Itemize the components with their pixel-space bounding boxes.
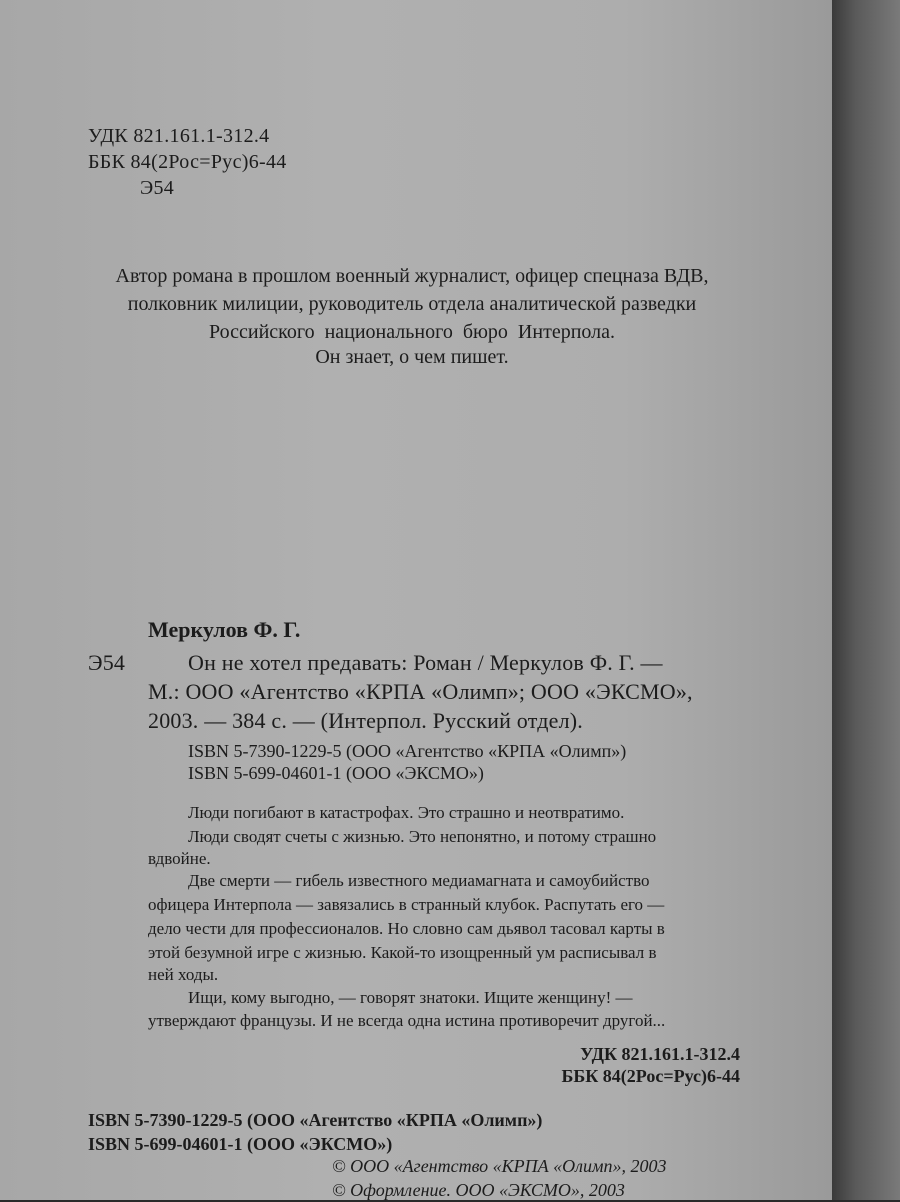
annotation-line: офицера Интерпола — завязались в странный клубок. Распутать его — bbox=[148, 895, 665, 914]
catalog-udk: УДК 821.161.1-312.4 bbox=[580, 1044, 740, 1064]
about-author-line-3: Российского национального бюро Интерпола. bbox=[209, 321, 615, 343]
isbn-1: ISBN 5-7390-1229-5 (ООО «Агентство «КРПА «Олимп») bbox=[88, 1110, 543, 1130]
catalog-isbn-2: ISBN 5-699-04601-1 (ООО «ЭКСМО») bbox=[188, 763, 484, 783]
catalog-author: Меркулов Ф. Г. bbox=[148, 617, 301, 642]
annotation-line: вдвойне. bbox=[148, 849, 211, 868]
book-page-edge bbox=[832, 0, 900, 1200]
annotation-line: дело чести для профессионалов. Но словно сам дьявол тасовал карты в bbox=[148, 919, 665, 938]
annotation-line: Люди сводят счеты с жизнью. Это непонятно, и потому страшно bbox=[188, 827, 657, 846]
annotation-line: Ищи, кому выгодно, — говорят знатоки. Ищите женщину! — bbox=[188, 988, 633, 1007]
copyright-line-1: © ООО «Агентство «КРПА «Олимп», 2003 bbox=[332, 1156, 667, 1176]
copyright-line-2: © Оформление. ООО «ЭКСМО», 2003 bbox=[332, 1180, 625, 1200]
biblio-line-3: 2003. — 384 с. — (Интерпол. Русский отдел). bbox=[148, 708, 583, 733]
about-author-line-2: полковник милиции, руководитель отдела аналитической разведки bbox=[127, 293, 697, 315]
catalog-bbk: ББК 84(2Рос=Рус)6-44 bbox=[561, 1066, 740, 1086]
annotation-line: утверждают французы. И не всегда одна истина противоречит другой... bbox=[148, 1011, 666, 1030]
udk-code: УДК 821.161.1-312.4 bbox=[88, 125, 270, 147]
annotation-line: ней ходы. bbox=[148, 965, 219, 984]
catalog-sign: Э54 bbox=[88, 650, 126, 675]
isbn-2: ISBN 5-699-04601-1 (ООО «ЭКСМО») bbox=[88, 1134, 393, 1154]
biblio-line-1: Он не хотел предавать: Роман / Меркулов Ф. Г. — bbox=[188, 650, 663, 675]
biblio-line-2: М.: ООО «Агентство «КРПА «Олимп»; ООО «ЭКСМО», bbox=[148, 679, 693, 704]
annotation-line: Две смерти — гибель известного медиамагната и самоубийство bbox=[188, 871, 650, 890]
about-author-line-4: Он знает, о чем пишет. bbox=[315, 346, 509, 368]
bbk-code: ББК 84(2Рос=Рус)6-44 bbox=[88, 151, 287, 173]
about-author-line-1: Автор романа в прошлом военный журналист, офицер спецназа ВДВ, bbox=[115, 265, 709, 287]
annotation-line: этой безумной игре с жизнью. Какой-то изощренный ум расписывал в bbox=[148, 943, 657, 962]
annotation-line: Люди погибают в катастрофах. Это страшно и неотвратимо. bbox=[188, 803, 625, 822]
catalog-isbn-1: ISBN 5-7390-1229-5 (ООО «Агентство «КРПА «Олимп») bbox=[188, 741, 627, 761]
author-sign: Э54 bbox=[140, 177, 175, 199]
